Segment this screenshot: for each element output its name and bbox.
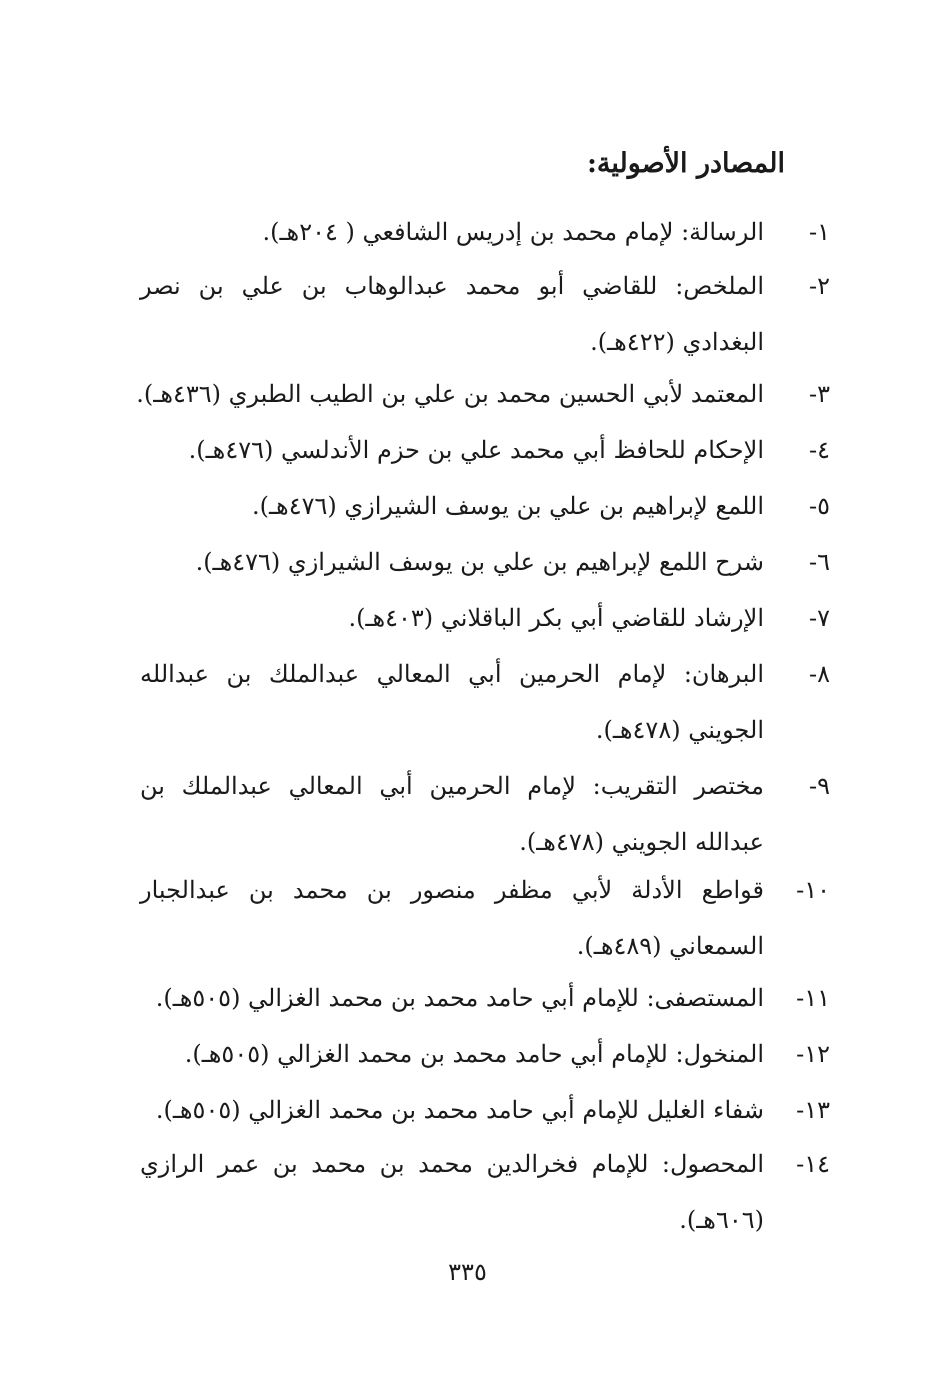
- item-number: ٨-: [809, 660, 830, 688]
- item-text: المستصفى: للإمام أبي حامد محمد بن محمد الغزالي (٥٠٥هـ).: [155, 984, 764, 1012]
- item-text: المنخول: للإمام أبي حامد محمد بن محمد الغزالي (٥٠٥هـ).: [184, 1040, 764, 1068]
- list-item: [136, 366, 830, 422]
- item-text: قواطع الأدلة لأبي مظفر منصور بن محمد بن عبدالجبار السمعاني (٤٨٩هـ).: [140, 876, 764, 960]
- list-item: [140, 758, 830, 870]
- item-number: ٧-: [809, 604, 830, 632]
- item-text: اللمع لإبراهيم بن علي بن يوسف الشيرازي (٤٧٦هـ).: [252, 492, 764, 520]
- item-number: ٥-: [809, 492, 830, 520]
- item-text: شرح اللمع لإبراهيم بن علي بن يوسف الشيرازي (٤٧٦هـ).: [195, 548, 764, 576]
- item-number: ١-: [809, 218, 830, 246]
- list-item: [140, 1136, 830, 1248]
- item-number: ٣-: [809, 380, 830, 408]
- item-text: الرسالة: لإمام محمد بن إدريس الشافعي ( ٢٠٤هـ).: [262, 218, 764, 246]
- item-number: ٤-: [809, 436, 830, 464]
- item-number: ١٢-: [796, 1040, 830, 1068]
- item-text: شفاء الغليل للإمام أبي حامد محمد بن محمد الغزالي (٥٠٥هـ).: [155, 1096, 764, 1124]
- item-text: الإحكام للحافظ أبي محمد علي بن حزم الأندلسي (٤٧٦هـ).: [188, 436, 764, 464]
- item-text: الملخص: للقاضي أبو محمد عبدالوهاب بن علي بن نصر البغدادي (٤٢٢هـ).: [140, 272, 764, 356]
- list-item: [156, 970, 830, 1026]
- list-item: [348, 590, 830, 646]
- list-item: [156, 1082, 830, 1138]
- list-item: [263, 204, 831, 260]
- list-item: [189, 422, 830, 478]
- item-number: ١١-: [796, 984, 830, 1012]
- list-item: [252, 478, 830, 534]
- item-number: ٩-: [809, 772, 830, 800]
- page-number: ٣٣٥: [448, 1258, 487, 1286]
- list-item: [140, 258, 830, 370]
- section-heading: المصادر الأصولية:: [586, 148, 785, 179]
- list-item: [196, 534, 830, 590]
- item-text: مختصر التقريب: لإمام الحرمين أبي المعالي عبدالملك بن عبدالله الجويني (٤٧٨هـ).: [140, 772, 764, 856]
- item-number: ١٣-: [796, 1096, 830, 1124]
- item-number: ٢-: [809, 272, 830, 300]
- item-text: البرهان: لإمام الحرمين أبي المعالي عبدالملك بن عبدالله الجويني (٤٧٨هـ).: [140, 660, 764, 744]
- item-text: الإرشاد للقاضي أبي بكر الباقلاني (٤٠٣هـ).: [348, 604, 764, 632]
- list-item: [185, 1026, 830, 1082]
- item-text: المحصول: للإمام فخرالدين محمد بن محمد بن عمر الرازي (٦٠٦هـ).: [140, 1150, 764, 1234]
- list-item: [140, 646, 830, 758]
- item-number: ٦-: [809, 548, 830, 576]
- list-item: [140, 862, 830, 974]
- item-number: ١٠-: [796, 876, 830, 904]
- item-text: المعتمد لأبي الحسين محمد بن علي بن الطيب الطبري (٤٣٦هـ).: [136, 380, 764, 408]
- item-number: ١٤-: [796, 1150, 830, 1178]
